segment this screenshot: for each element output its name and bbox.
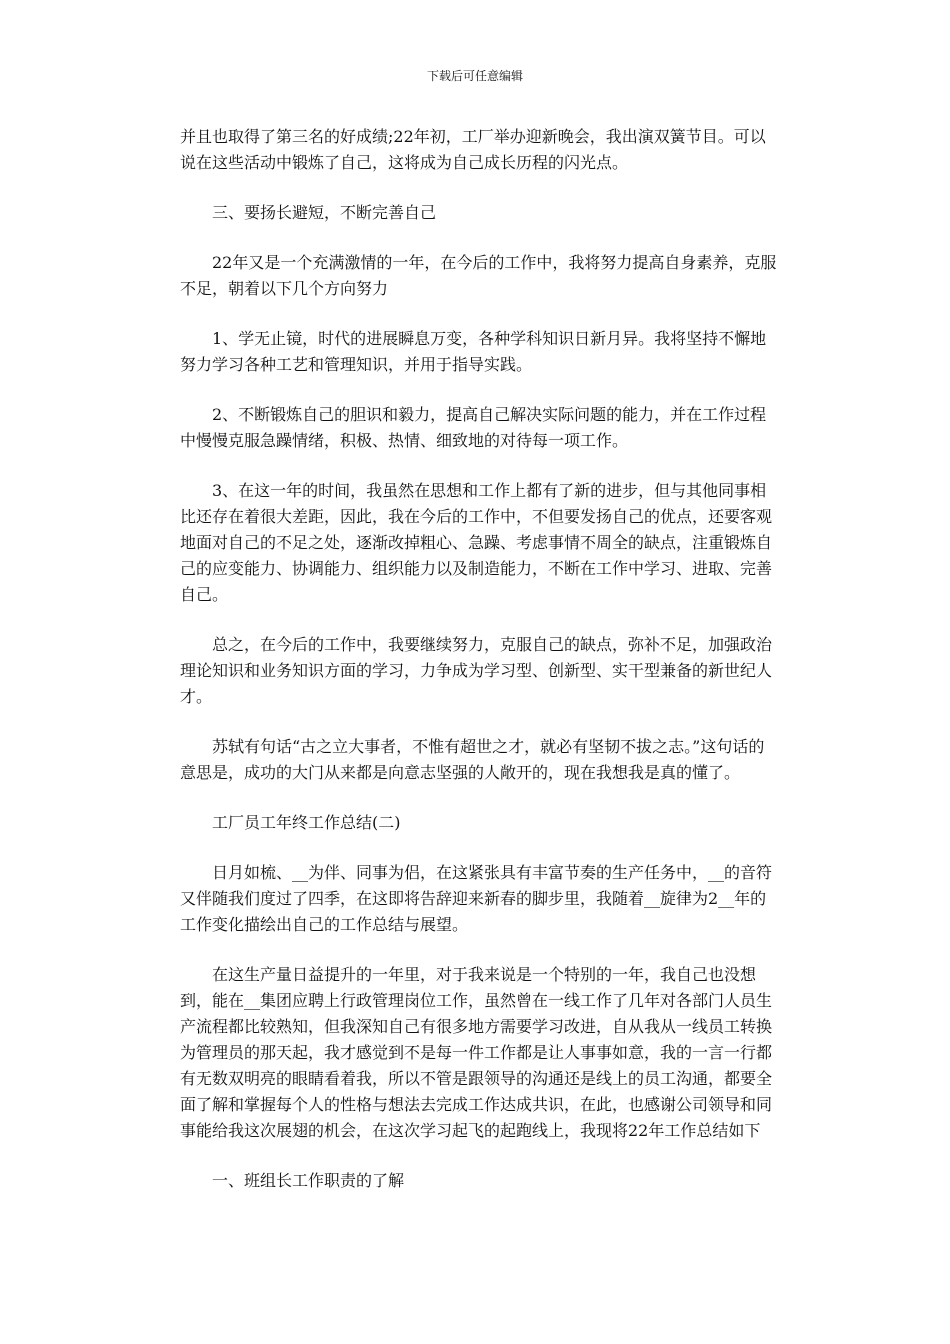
section-heading: 一、班组长工作职责的了解: [212, 1171, 405, 1190]
paragraph: 并且也取得了第三名的好成绩;22年初，工厂举办迎新晚会，我出演双簧节目。可以说在这些活动中锻炼了自己，这将成为自己成长历程的闪光点。: [180, 127, 766, 172]
document-body: [180, 124, 780, 1218]
paragraph: 在这生产量日益提升的一年里，对于我来说是一个特别的一年，我自己也没想到，能在__集团应聘上行政管理岗位工作，虽然曾在一线工作了几年对各部门人员生产流程都比较熟知，但我深知自己有很多地方需要学习改进，自从我从一线员工转换为管理员的那天起，我才感觉到不是每一件工作都是让人事事如意，我的一言一行都有无数双明亮的眼睛看着我，所以不管是跟领导的沟通还是线上的员工沟通，都要全面了解和掌握每个人的性格与想法去完成工作达成共识，在此，也感谢公司领导和同事能给我这次展翅的机会，在这次学习起飞的起跑线上，我现将22年工作总结如下: [180, 965, 773, 1140]
paragraph: 苏轼有句话“古之立大事者，不惟有超世之才，就必有坚韧不拔之志。”这句话的意思是，成功的大门从来都是向意志坚强的人敞开的，现在我想我是真的懂了。: [180, 737, 765, 782]
paragraph: 1、学无止镜，时代的进展瞬息万变，各种学科知识日新月异。我将坚持不懈地努力学习各种工艺和管理知识，并用于指导实践。: [180, 329, 767, 374]
paragraph: 总之，在今后的工作中，我要继续努力，克服自己的缺点，弥补不足，加强政治理论知识和业务知识方面的学习，力争成为学习型、创新型、实干型兼备的新世纪人才。: [180, 635, 773, 706]
section-heading: 三、要扬长避短，不断完善自己: [212, 203, 437, 222]
paragraph: 日月如梳、__为伴、同事为侣，在这紧张具有丰富节奏的生产任务中，__的音符又伴随我们度过了四季，在这即将告辞迎来新春的脚步里，我随着__旋律为2__年的工作变化描绘出自己的工作总结与展望。: [180, 863, 773, 934]
section-heading: 工厂员工年终工作总结(二): [212, 813, 401, 832]
page-header: 下载后可任意编辑: [426, 69, 523, 83]
paragraph: 22年又是一个充满激情的一年，在今后的工作中，我将努力提高自身素养，克服不足，朝着以下几个方向努力: [180, 253, 777, 298]
paragraph: 2、不断锻炼自己的胆识和毅力，提高自己解决实际问题的能力，并在工作过程中慢慢克服急躁情绪，积极、热情、细致地的对待每一项工作。: [180, 405, 767, 450]
paragraph: 3、在这一年的时间，我虽然在思想和工作上都有了新的进步，但与其他同事相比还存在着很大差距，因此，我在今后的工作中，不但要发扬自己的优点，还要客观地面对自己的不足之处，逐渐改掉粗心、急躁、考虑事情不周全的缺点，注重锻炼自己的应变能力、协调能力、组织能力以及制造能力，不断在工作中学习、进取、完善自己。: [180, 481, 773, 604]
